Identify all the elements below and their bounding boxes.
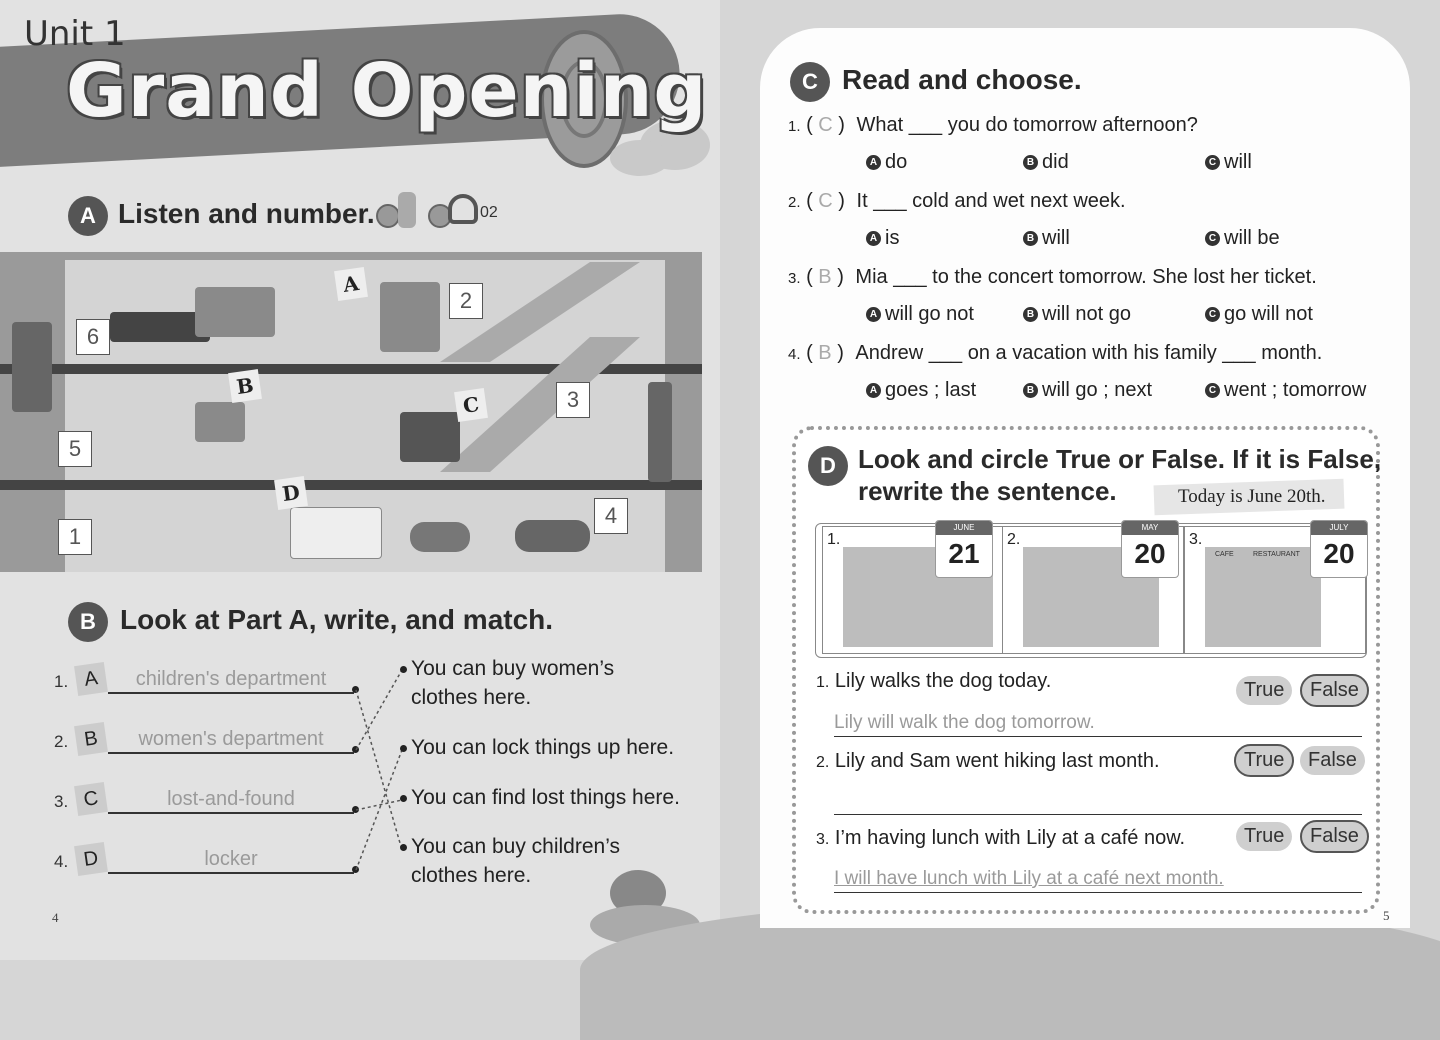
description: You can buy children’s clothes here. bbox=[411, 835, 620, 887]
statement: 1. Lily walks the dog today. bbox=[816, 670, 1052, 692]
option[interactable]: C will bbox=[1205, 151, 1252, 174]
question: 4. ( B ) Andrew ___ on a vacation with his family ___ month. bbox=[788, 342, 1323, 364]
today-note: Today is June 20th. bbox=[1178, 486, 1326, 507]
match-dot[interactable] bbox=[400, 666, 407, 673]
match-dot[interactable] bbox=[400, 844, 407, 851]
display-case bbox=[290, 507, 382, 559]
rewrite-line[interactable]: Lily will walk the dog tomorrow. bbox=[834, 708, 1362, 737]
area-letter-tag: D bbox=[274, 476, 308, 510]
row-number: 1. bbox=[54, 672, 69, 691]
answer-choice[interactable]: C bbox=[818, 114, 833, 136]
restaurant-sign: RESTAURANT bbox=[1253, 551, 1300, 558]
number-box: 3 bbox=[556, 382, 590, 418]
shelf bbox=[195, 402, 245, 442]
row-letter: B bbox=[74, 722, 108, 756]
false-option-circled[interactable]: False bbox=[1300, 674, 1369, 707]
toy-stand bbox=[380, 282, 440, 352]
answer-line[interactable]: children's department bbox=[108, 664, 354, 694]
option[interactable]: C went ; tomorrow bbox=[1205, 379, 1366, 402]
car bbox=[515, 520, 590, 552]
area-letter-tag: C bbox=[454, 388, 488, 422]
area-letter-tag: A bbox=[334, 267, 368, 301]
description: You can find lost things here. bbox=[411, 786, 680, 809]
number-box: 2 bbox=[449, 283, 483, 319]
description: You can lock things up here. bbox=[411, 736, 675, 759]
page-number: 5 bbox=[1383, 908, 1390, 923]
number-box: 5 bbox=[58, 431, 92, 467]
calendar-icon: JULY 20 bbox=[1310, 520, 1368, 578]
headphones-icon bbox=[448, 194, 478, 224]
play-icon[interactable] bbox=[376, 204, 400, 228]
option[interactable]: A is bbox=[866, 227, 899, 250]
section-c-title: Read and choose. bbox=[842, 64, 1082, 95]
locker-column bbox=[648, 382, 672, 482]
calendar-icon: MAY 20 bbox=[1121, 520, 1179, 578]
section-d-title-line1: Look and circle True or False. If it is False, bbox=[858, 444, 1382, 474]
area-letter-tag: B bbox=[228, 369, 262, 403]
picture-frame: 3. CAFE RESTAURANT bbox=[1184, 526, 1366, 654]
false-option-circled[interactable]: False bbox=[1300, 820, 1369, 853]
statement: 3. I’m having lunch with Lily at a café now. bbox=[816, 827, 1186, 849]
cafe-picture bbox=[1205, 547, 1321, 647]
description: You can buy women’s clothes here. bbox=[411, 657, 615, 709]
row-number: 3. bbox=[54, 792, 69, 811]
picture-frame: 1. bbox=[822, 526, 1004, 654]
row-number: 2. bbox=[54, 732, 69, 751]
answer-choice[interactable]: C bbox=[818, 190, 833, 212]
true-option[interactable]: True bbox=[1236, 822, 1292, 851]
section-d-title-line2: rewrite the sentence. bbox=[858, 476, 1117, 506]
option[interactable]: B will not go bbox=[1023, 303, 1131, 326]
number-box: 1 bbox=[58, 519, 92, 555]
option[interactable]: A goes ; last bbox=[866, 379, 976, 402]
number-box: 4 bbox=[594, 498, 628, 534]
question: 1. ( C ) What ___ you do tomorrow afternoon? bbox=[788, 114, 1198, 136]
answer-choice[interactable]: B bbox=[818, 342, 832, 364]
row-letter: D bbox=[74, 842, 108, 876]
section-a-title: Listen and number. bbox=[118, 198, 375, 229]
option[interactable]: B did bbox=[1023, 151, 1069, 174]
information-desk bbox=[400, 412, 460, 462]
option[interactable]: A do bbox=[866, 151, 907, 174]
page-number: 4 bbox=[52, 910, 59, 925]
car bbox=[410, 522, 470, 552]
unit-label: Unit 1 bbox=[24, 14, 126, 54]
match-dot[interactable] bbox=[400, 795, 407, 802]
answer-line[interactable]: locker bbox=[108, 844, 354, 874]
row-letter: A bbox=[74, 662, 108, 696]
false-option[interactable]: False bbox=[1300, 746, 1365, 775]
match-dot[interactable] bbox=[400, 745, 407, 752]
option[interactable]: B will go ; next bbox=[1023, 379, 1152, 402]
option[interactable]: B will bbox=[1023, 227, 1070, 250]
cloud-decoration bbox=[610, 140, 670, 176]
rewrite-line[interactable]: I will have lunch with Lily at a café next month. bbox=[834, 864, 1362, 893]
true-option-circled[interactable]: True bbox=[1234, 744, 1294, 777]
mall-illustration bbox=[0, 252, 702, 572]
left-page bbox=[0, 0, 720, 960]
question: 3. ( B ) Mia ___ to the concert tomorrow. She lost her ticket. bbox=[788, 266, 1317, 288]
option[interactable]: C will be bbox=[1205, 227, 1280, 250]
row-number: 4. bbox=[54, 852, 69, 871]
true-option[interactable]: True bbox=[1236, 676, 1292, 705]
section-a-badge: A bbox=[68, 196, 108, 236]
answer-line[interactable]: lost-and-found bbox=[108, 784, 354, 814]
elevator-panel bbox=[12, 322, 52, 412]
number-box: 6 bbox=[76, 319, 110, 355]
statement: 2. Lily and Sam went hiking last month. bbox=[816, 750, 1160, 772]
rewrite-line[interactable] bbox=[834, 786, 1362, 815]
section-b-title: Look at Part A, write, and match. bbox=[120, 604, 554, 635]
row-letter: C bbox=[74, 782, 108, 816]
shoe-shelf bbox=[195, 287, 275, 337]
cafe-sign: CAFE bbox=[1215, 551, 1234, 558]
unit-title: Grand Opening bbox=[66, 48, 708, 134]
section-c-badge: C bbox=[790, 62, 830, 102]
option[interactable]: A will go not bbox=[866, 303, 974, 326]
answer-line[interactable]: women's department bbox=[108, 724, 354, 754]
track-number: 02 bbox=[480, 204, 498, 221]
section-d-badge: D bbox=[808, 446, 848, 486]
option[interactable]: C go will not bbox=[1205, 303, 1313, 326]
picture-frame: 2. bbox=[1002, 526, 1184, 654]
section-b-badge: B bbox=[68, 602, 108, 642]
calendar-icon: JUNE 21 bbox=[935, 520, 993, 578]
robot-icon bbox=[398, 192, 416, 228]
answer-choice[interactable]: B bbox=[818, 266, 832, 288]
question: 2. ( C ) It ___ cold and wet next week. bbox=[788, 190, 1126, 212]
